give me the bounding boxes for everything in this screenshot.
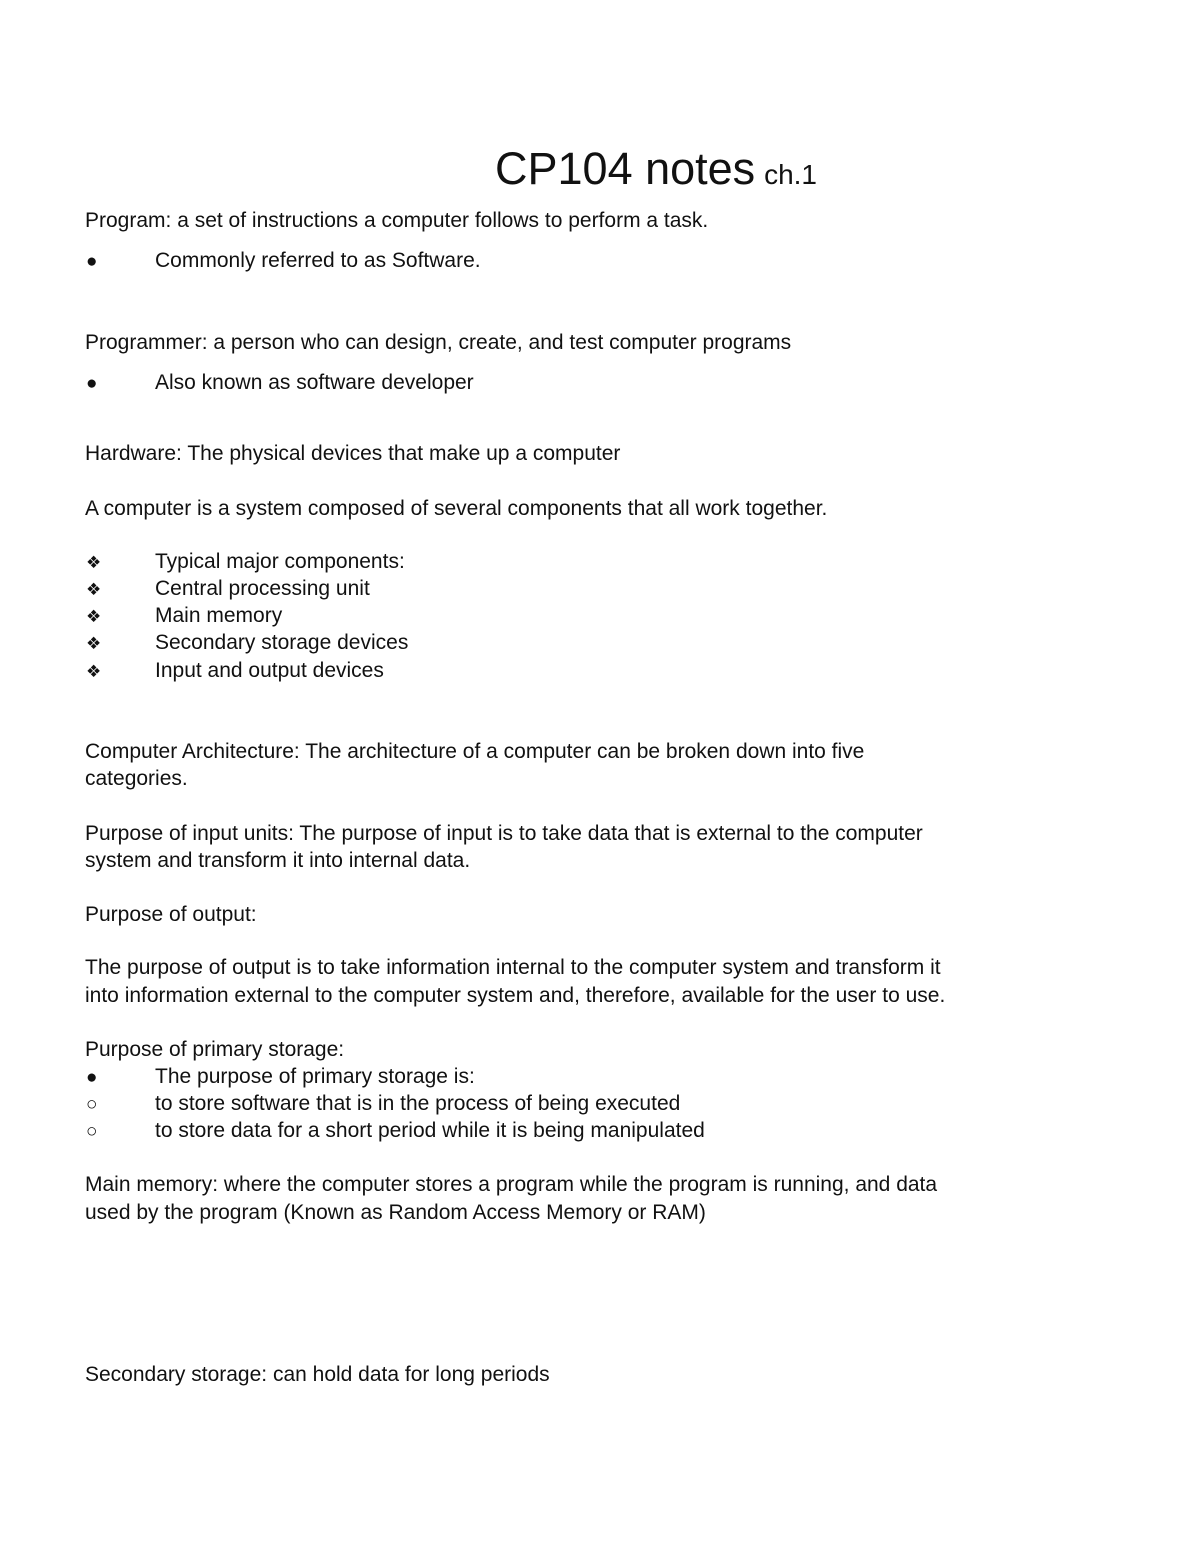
diamond-bullet-icon: ❖ <box>86 662 102 681</box>
program-bullet: Commonly referred to as Software. <box>155 249 481 272</box>
input-units-line-2: system and transform it into internal data. <box>85 849 471 872</box>
diamond-bullet-icon: ❖ <box>86 607 102 626</box>
title-sub: ch.1 <box>764 159 818 190</box>
primary-storage-sub-bullet: to store data for a short period while it is being manipulated <box>155 1119 705 1142</box>
architecture-line-2: categories. <box>85 767 188 790</box>
hollow-bullet-icon: ○ <box>86 1094 98 1115</box>
hardware-definition: Hardware: The physical devices that make up a computer <box>85 442 621 465</box>
filled-bullet-icon: ● <box>86 373 98 394</box>
output-line-1: The purpose of output is to take information internal to the computer system and transform it <box>85 956 941 979</box>
primary-storage-bullet: The purpose of primary storage is: <box>155 1065 475 1088</box>
programmer-bullet: Also known as software developer <box>155 371 474 394</box>
hollow-bullet-icon: ○ <box>86 1121 98 1142</box>
filled-bullet-icon: ● <box>86 1067 98 1088</box>
diamond-bullet-icon: ❖ <box>86 580 102 599</box>
programmer-definition: Programmer: a person who can design, create, and test computer programs <box>85 331 792 354</box>
primary-storage-heading: Purpose of primary storage: <box>85 1038 345 1061</box>
architecture-line-1: Computer Architecture: The architecture of a computer can be broken down into five <box>85 740 865 763</box>
main-memory-line-1: Main memory: where the computer stores a program while the program is running, and data <box>85 1173 938 1196</box>
input-units-line-1: Purpose of input units: The purpose of input is to take data that is external to the computer <box>85 822 923 845</box>
diamond-bullet-icon: ❖ <box>86 634 102 653</box>
component-item: Central processing unit <box>155 577 370 600</box>
filled-bullet-icon: ● <box>86 251 98 272</box>
component-item: Main memory <box>155 604 283 627</box>
page-title <box>495 143 817 195</box>
secondary-storage-definition: Secondary storage: can hold data for long periods <box>85 1363 550 1386</box>
program-definition: Program: a set of instructions a computer follows to perform a task. <box>85 209 709 232</box>
component-item: Input and output devices <box>155 659 384 682</box>
component-item: Secondary storage devices <box>155 631 409 654</box>
component-item: Typical major components: <box>155 550 405 573</box>
computer-system-sentence: A computer is a system composed of several components that all work together. <box>85 497 828 520</box>
title-main: CP104 notes <box>495 143 756 194</box>
primary-storage-sub-bullet: to store software that is in the process of being executed <box>155 1092 681 1115</box>
diamond-bullet-icon: ❖ <box>86 553 102 572</box>
main-memory-line-2: used by the program (Known as Random Access Memory or RAM) <box>85 1201 706 1224</box>
output-line-2: into information external to the computer system and, therefore, available for the user to use. <box>85 984 946 1007</box>
output-heading: Purpose of output: <box>85 903 257 926</box>
